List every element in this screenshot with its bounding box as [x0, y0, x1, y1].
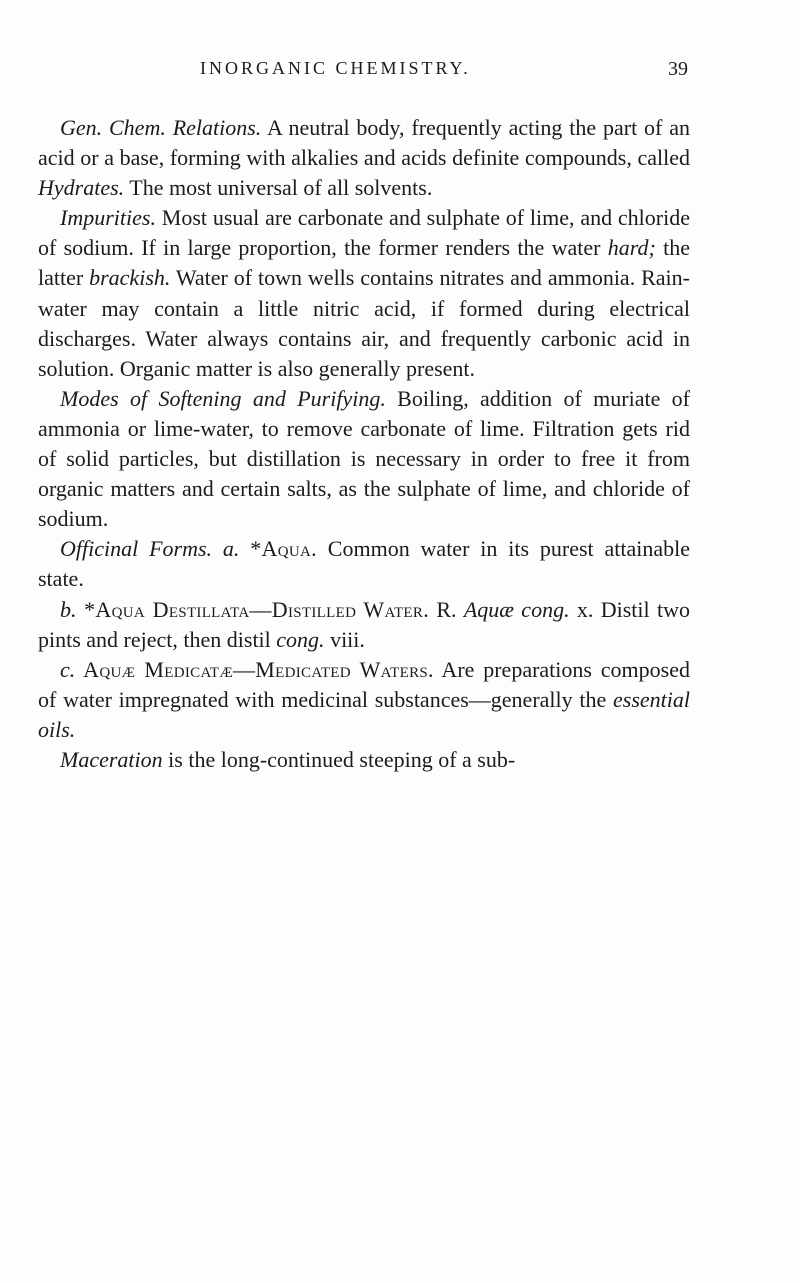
page-header [0, 58, 800, 88]
section-lead: Impurities. [60, 205, 156, 231]
term-aquae-cong: Aquæ cong. [463, 596, 570, 622]
term-essential-oils: essential oils. [38, 686, 690, 742]
page-number: 39 [668, 58, 688, 80]
item-name: *Aqua Destillata—Distilled Water. [76, 596, 429, 622]
item-marker: b. [60, 596, 77, 622]
section-lead: Maceration [60, 746, 163, 772]
paragraph-general-chemical-relations [38, 113, 690, 203]
section-lead: Modes of Softening and Purifying. [60, 385, 386, 411]
paragraph-text: viii. [324, 626, 365, 652]
item-name: Aquæ Medicatæ—Medicated Waters. [75, 656, 434, 682]
paragraph-officinal-forms [38, 534, 690, 594]
term-hard: hard; [607, 235, 656, 261]
paragraph-text: Common water in its purest attainable state. [38, 536, 690, 592]
section-lead: Officinal Forms. [60, 536, 213, 562]
paragraph-modes-of-softening [38, 384, 690, 534]
paragraph-maceration [38, 745, 690, 775]
term-hydrates: Hydrates. [38, 175, 125, 201]
section-lead: Gen. Chem. Relations. [60, 115, 262, 140]
paragraph-text: Water of town wells contains nitrates and ammonia. Rain-water may contain a little nitric acid, if formed during electrical discharges. Water always contains air, and frequently carbonic acid in solution. Organic matter is also generally present. [38, 265, 690, 381]
paragraph-text: A neutral body, frequently acting the part of an acid or a base, forming with alkalies and acids definite compounds, called [38, 115, 690, 171]
item-marker: a. [212, 536, 251, 562]
paragraph-text: x. Distil two pints and reject, then distil [38, 596, 690, 652]
recipe-symbol: R. [429, 596, 464, 622]
paragraph-text: the latter [38, 235, 690, 291]
term-brackish: brackish. [89, 265, 171, 291]
paragraph-distilled-water [38, 595, 690, 655]
item-name: *Aqua. [250, 536, 317, 562]
body-text [38, 113, 690, 775]
paragraph-text: is the long-continued steeping of a sub- [162, 746, 516, 772]
paragraph-impurities [38, 203, 690, 384]
paragraph-text: The most universal of all solvents. [124, 175, 433, 201]
paragraph-text: Boiling, addition of muriate of ammonia or lime-water, to remove carbonate of lime. Filtration gets rid of solid particles, but distillation is necessary in order to free it from organic matters and certain salts, as the sulphate of lime, and chloride of sodium. [38, 385, 691, 532]
running-title: INORGANIC CHEMISTRY. [200, 58, 471, 78]
item-marker: c. [60, 656, 76, 682]
paragraph-text: Are preparations composed of water impregnated with medicinal substances—generally the [38, 656, 690, 712]
term-cong: cong. [276, 626, 325, 652]
paragraph-medicated-waters [38, 655, 690, 745]
paragraph-text: Most usual are carbonate and sulphate of lime, and chloride of sodium. If in large proportion, the former renders the water [38, 205, 690, 261]
